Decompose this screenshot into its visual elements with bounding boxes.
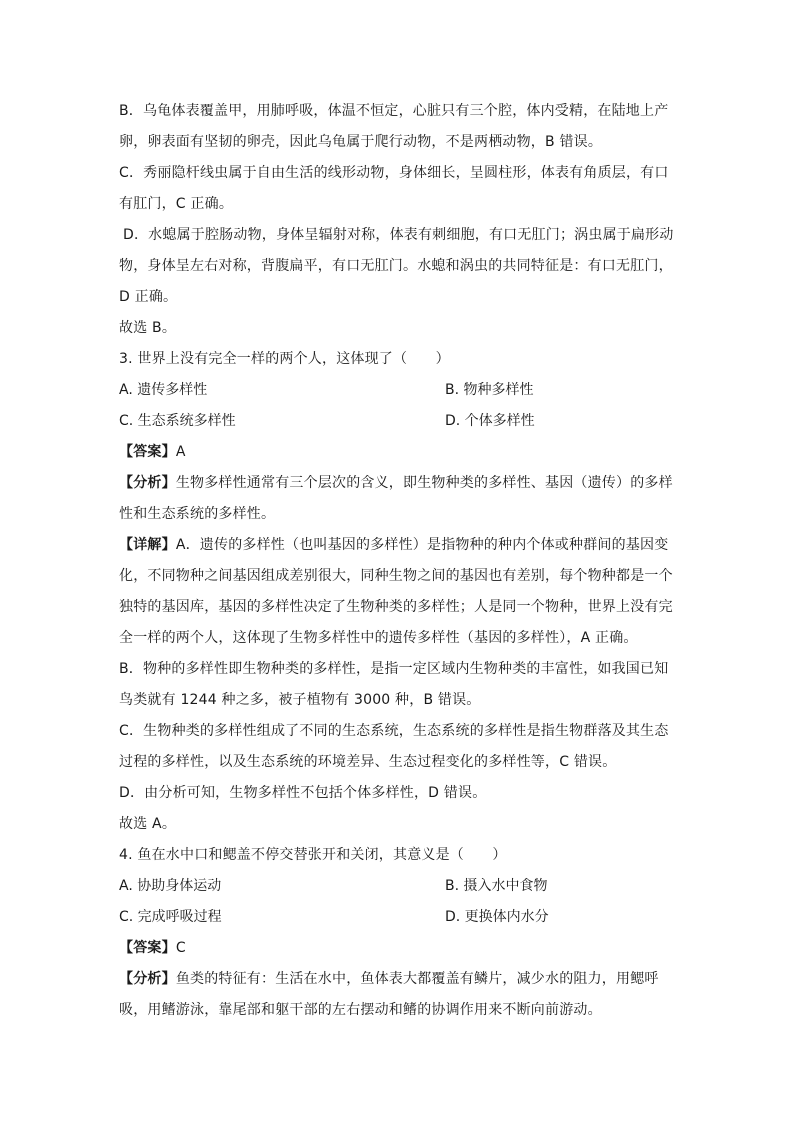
q2-explanation-d-line-1: D．水螅属于腔肠动物，身体呈辐射对称，体表有刺细胞，有口无肛门；涡虫属于扁形动: [123, 227, 674, 243]
q4-analysis-line-2: 吸，用鳍游泳，靠尾部和躯干部的左右摆动和鳍的协调作用来不断向前游动。: [119, 1002, 602, 1018]
q3-detail-a-line-1: [119, 530, 679, 561]
q4-analysis-text-1: 鱼类的特征有：生活在水中，鱼体表大都覆盖有鳞片，减少水的阻力，用鳃呼: [175, 971, 659, 987]
q3-option-a: A. 遗传多样性: [119, 382, 208, 398]
q4-options-row-2: [119, 902, 679, 933]
q2-explanation-d-line-3: D 正确。: [119, 289, 178, 305]
q3-answer-tag: 【答案】: [119, 444, 176, 460]
q4-analysis-line-1: [119, 964, 679, 995]
q4-analysis-tag: 【分析】: [119, 971, 176, 987]
q4-answer-tag: 【答案】: [119, 940, 176, 956]
q3-options-row-1: [119, 375, 679, 406]
q3-detail-a-text-1: A．遗传的多样性（也叫基因的多样性）是指物种的种内个体或种群间的基因变: [175, 537, 669, 553]
q3-answer: [119, 437, 679, 468]
q2-explanation-c-line-1: C．秀丽隐杆线虫属于自由生活的线形动物，身体细长，呈圆柱形，体表有角质层，有口: [119, 165, 669, 181]
q4-options-row-1: [119, 871, 679, 902]
q4-stem: 4. 鱼在水中口和鳃盖不停交替张开和关闭，其意义是（ ）: [119, 847, 507, 863]
q3-choice: 故选 A。: [119, 816, 177, 832]
q3-analysis-tag: 【分析】: [119, 475, 176, 491]
q3-stem: 3. 世界上没有完全一样的两个人，这体现了（ ）: [119, 351, 450, 367]
q4-option-a: A. 协助身体运动: [119, 878, 222, 894]
q3-detail-tag: 【详解】: [119, 537, 176, 553]
q3-analysis-line-2: 性和生态系统的多样性。: [119, 506, 276, 522]
q4-answer: [119, 933, 679, 964]
q4-option-c: C. 完成呼吸过程: [119, 909, 222, 925]
q3-answer-value: A: [175, 444, 186, 460]
q3-detail-a-line-2: 化，不同物种之间基因组成差别很大，同种生物之间的基因也有差别，每个物种都是一个: [119, 568, 673, 584]
q3-detail-b-line-2: 鸟类就有 1244 种之多，被子植物有 3000 种，B 错误。: [119, 692, 481, 708]
q4-option-d: D. 更换体内水分: [445, 909, 549, 925]
q3-option-b: B. 物种多样性: [445, 382, 534, 398]
q3-options-row-2: [119, 406, 679, 437]
q3-analysis-line-1: [119, 468, 679, 499]
q2-explanation-b-line-1: B．乌龟体表覆盖甲，用肺呼吸，体温不恒定，心脏只有三个腔，体内受精，在陆地上产: [119, 103, 669, 119]
q3-detail-c-line-1: C．生物种类的多样性组成了不同的生态系统，生态系统的多样性是指生物群落及其生态: [119, 723, 669, 739]
q3-analysis-text-1: 生物多样性通常有三个层次的含义，即生物种类的多样性、基因（遗传）的多样: [175, 475, 673, 491]
q3-detail-b-line-1: B．物种的多样性即生物种类的多样性，是指一定区域内生物种类的丰富性，如我国已知: [119, 661, 669, 677]
q3-detail-c-line-2: 过程的多样性，以及生态系统的环境差异、生态过程变化的多样性等，C 错误。: [119, 754, 617, 770]
q3-detail-d-line-1: D．由分析可知，生物多样性不包括个体多样性，D 错误。: [119, 785, 487, 801]
q3-option-c: C. 生态系统多样性: [119, 413, 236, 429]
q2-explanation-d-line-2: 物，身体呈左右对称，背腹扁平，有口无肛门。水螅和涡虫的共同特征是：有口无肛门，: [119, 258, 673, 274]
document-page: [119, 96, 679, 1026]
q3-option-d: D. 个体多样性: [445, 413, 535, 429]
q3-detail-a-line-4: 全一样的两个人，这体现了生物多样性中的遗传多样性（基因的多样性），A 正确。: [119, 630, 638, 646]
q2-explanation-b-line-2: 卵，卵表面有坚韧的卵壳，因此乌龟属于爬行动物，不是两栖动物，B 错误。: [119, 134, 603, 150]
q3-detail-a-line-3: 独特的基因库，基因的多样性决定了生物种类的多样性；人是同一个物种，世界上没有完: [119, 599, 673, 615]
q4-answer-value: C: [175, 940, 186, 956]
q2-choice: 故选 B。: [119, 320, 177, 336]
q4-option-b: B. 摄入水中食物: [445, 878, 548, 894]
q2-explanation-c-line-2: 有肛门，C 正确。: [119, 196, 234, 212]
